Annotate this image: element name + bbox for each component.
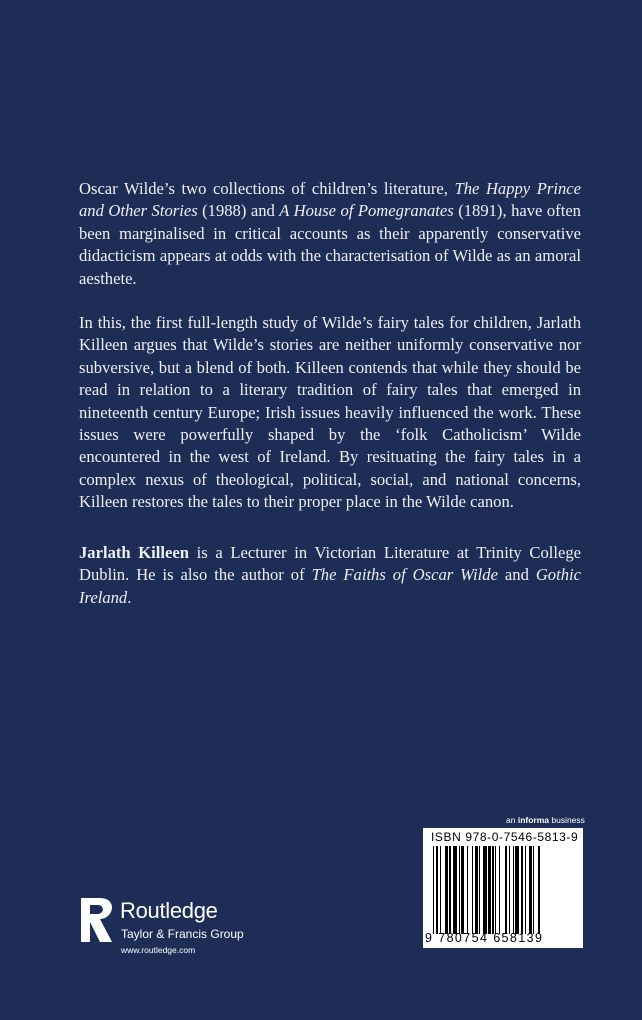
author-name: Jarlath Killeen: [79, 543, 189, 562]
barcode-bar: [483, 846, 487, 934]
barcode-bar: [472, 846, 473, 934]
informa-suffix: business: [549, 815, 585, 825]
routledge-r-icon: [78, 896, 118, 944]
barcode-bar: [459, 846, 460, 934]
barcode-bar: [515, 846, 519, 934]
bio-text: .: [127, 587, 132, 607]
barcode-bar: [499, 846, 500, 934]
barcode-bar: [492, 846, 493, 934]
barcode-bar: [436, 846, 439, 934]
blurb-paragraph-1: [79, 178, 581, 290]
barcode-bar: [467, 846, 468, 934]
barcode-bar: [509, 846, 510, 934]
barcode-bar: [433, 846, 434, 934]
isbn-label: ISBN 978-0-7546-5813-9: [431, 830, 579, 844]
author-bio: [79, 542, 581, 609]
isbn-barcode: [423, 828, 583, 948]
barcode-bar: [488, 846, 491, 934]
barcode-bar: [505, 846, 508, 934]
bio-text: is a Lecturer in Victorian Literature at Trinity College Dublin. He is also the author of: [79, 543, 582, 585]
barcode-bar: [453, 846, 457, 934]
bio-text: and: [497, 565, 536, 585]
barcode-bar: [495, 846, 496, 934]
barcode-bar: [475, 846, 478, 934]
barcode-bar: [521, 846, 524, 934]
informa-prefix: an: [506, 815, 518, 825]
blurb-paragraph-2: In this, the first full-length study of Wilde’s fairy tales for children, Jarlath Killeen argues that Wilde’s stories are neither uniformly conservative nor subversive, but a blend of both. Killeen contends that while they should be read in relation to a literary tradition of fairy tales that emerged in nineteenth century Europe; Irish issues heavily influenced the work. These issues were powerfully shaped by the ‘folk Catholicism’ Wilde encountered in the west of Ireland. By resituating the fairy tales in a complex nexus of theological, political, social, and national concerns, Killeen restores the tales to their proper place in the Wilde canon.: [79, 313, 581, 512]
barcode-bar: [449, 846, 450, 934]
publisher-name: Routledge: [120, 898, 218, 923]
barcode-bar: [513, 846, 514, 934]
informa-tagline: [506, 815, 585, 825]
barcode-bar: [533, 846, 534, 934]
barcode-bar: [525, 846, 526, 934]
barcode-bars: [433, 846, 575, 934]
book-title: Gothic Ireland: [79, 565, 581, 607]
book-title: The Faiths of Oscar Wilde: [311, 565, 498, 585]
blurb-text: (1988) and: [197, 201, 280, 221]
informa-brand: informa: [517, 815, 549, 825]
barcode-bar: [445, 846, 448, 934]
barcode-bar: [440, 846, 441, 934]
barcode-bar: [479, 846, 480, 934]
publisher-url[interactable]: www.routledge.com: [121, 945, 196, 955]
blurb-text: (1891), have often been marginalised in critical accounts as their apparently conservative didacticism appears at odds with the characterisation of Wilde as an amoral aesthete.: [79, 201, 581, 288]
barcode-bar: [461, 846, 464, 934]
back-cover-blurb: [79, 178, 581, 536]
barcode-digits: 9 780754 658139: [425, 931, 544, 945]
book-title: The Happy Prince and Other Stories: [79, 179, 581, 221]
barcode-bar: [538, 846, 539, 934]
blurb-text: Oscar Wilde’s two collections of children’s literature,: [79, 179, 455, 198]
book-title: A House of Pomegranates: [279, 201, 454, 221]
publisher-group: Taylor & Francis Group: [121, 927, 244, 941]
barcode-bar: [529, 846, 532, 934]
